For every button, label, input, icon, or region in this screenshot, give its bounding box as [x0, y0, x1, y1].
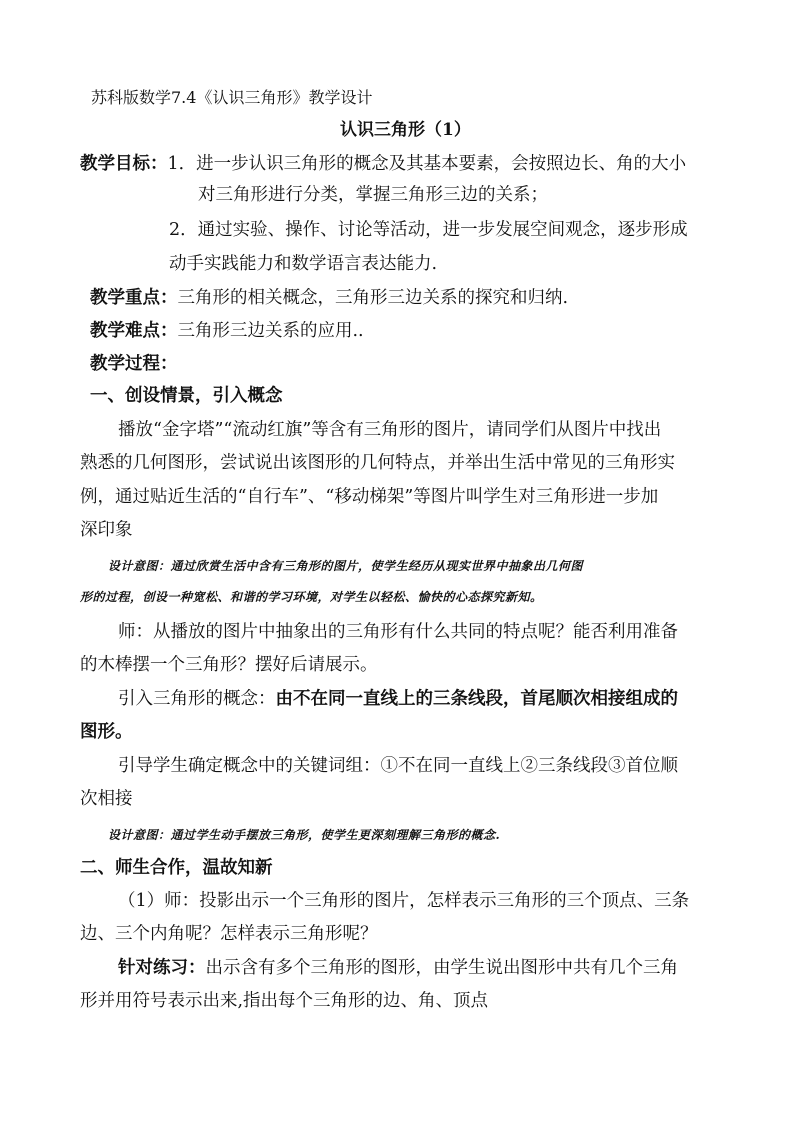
practice-line-1 — [118, 956, 678, 980]
teacher-question-line-1: 师：从播放的图片中抽象出的三角形有什么共同的特点呢？能否利用准备 — [118, 622, 678, 642]
keyword-guide-line-2: 次相接 — [80, 789, 133, 809]
keyword-guide-line-1: 引导学生确定概念中的关键词组：①不在同一直线上②三条线段③首位顺 — [118, 756, 678, 776]
concept-line-1 — [118, 687, 678, 711]
section-2-heading: 二、师生合作，温故知新 — [80, 858, 273, 878]
key-point-text: 三角形的相关概念，三角形三边关系的探究和归纳. — [177, 288, 569, 308]
practice-line-2: 形并用符号表示出来,指出每个三角形的边、角、顶点 — [80, 991, 489, 1011]
goal-2-text-a: 2．通过实验、操作、讨论等活动，进一步发展空间观念，逐步形成 — [169, 220, 688, 240]
difficulty-label: 教学难点： — [90, 321, 178, 341]
design-note-1-line-2: 形的过程，创设一种宽松、和谐的学习环境，对学生以轻松、愉快的心态探究新知。 — [80, 590, 543, 604]
goals-line-1 — [80, 152, 686, 176]
difficulty — [90, 319, 364, 343]
concept-definition-a: 由不在同一直线上的三条线段，首尾顺次相接组成的 — [275, 689, 678, 709]
document-title: 认识三角形（1） — [340, 120, 471, 140]
concept-prefix: 引入三角形的概念： — [118, 689, 276, 709]
document-header: 苏科版数学7.4《认识三角形》教学设计 — [91, 88, 373, 107]
design-note-2: 设计意图：通过学生动手摆放三角形，使学生更深刻理解三角形的概念. — [108, 828, 501, 842]
section-2-question-line-1: （1）师：投影出示一个三角形的图片，怎样表示三角形的三个顶点、三条 — [118, 891, 690, 911]
process-label: 教学过程： — [90, 354, 178, 374]
key-point-label: 教学重点： — [90, 288, 178, 308]
section-1-para-line-1: 播放“金字塔”“流动红旗”等含有三角形的图片，请同学们从图片中找出 — [118, 420, 662, 440]
goals-label: 教学目标： — [80, 154, 168, 174]
section-1-para-line-2: 熟悉的几何图形，尝试说出该图形的几何特点，并举出生活中常见的三角形实 — [80, 453, 675, 473]
section-2-question-line-2: 边、三个内角呢？怎样表示三角形呢？ — [80, 924, 378, 944]
goal-1-text-a: 1．进一步认识三角形的概念及其基本要素，会按照边长、角的大小 — [167, 154, 687, 174]
design-note-1-line-1: 设计意图：通过欣赏生活中含有三角形的图片，使学生经历从现实世界中抽象出几何图 — [108, 559, 584, 573]
key-point — [90, 286, 568, 310]
practice-text-a: 出示含有多个三角形的图形，由学生说出图形中共有几个三角 — [205, 958, 678, 978]
difficulty-text: 三角形三边关系的应用.. — [177, 321, 364, 341]
goal-1-text-b: 对三角形进行分类，掌握三角形三边的关系； — [198, 185, 548, 205]
section-1-para-line-4: 深印象 — [80, 520, 133, 540]
teacher-question-line-2: 的木棒摆一个三角形？摆好后请展示。 — [80, 655, 378, 675]
section-1-para-line-3: 例，通过贴近生活的“自行车”、“移动梯架”等图片叫学生对三角形进一步加 — [80, 487, 659, 507]
practice-label: 针对练习： — [118, 958, 206, 978]
section-1-heading: 一、创设情景，引入概念 — [90, 386, 283, 406]
concept-definition-b: 图形。 — [80, 722, 133, 742]
goal-2-text-b: 动手实践能力和数学语言表达能力. — [169, 254, 438, 274]
